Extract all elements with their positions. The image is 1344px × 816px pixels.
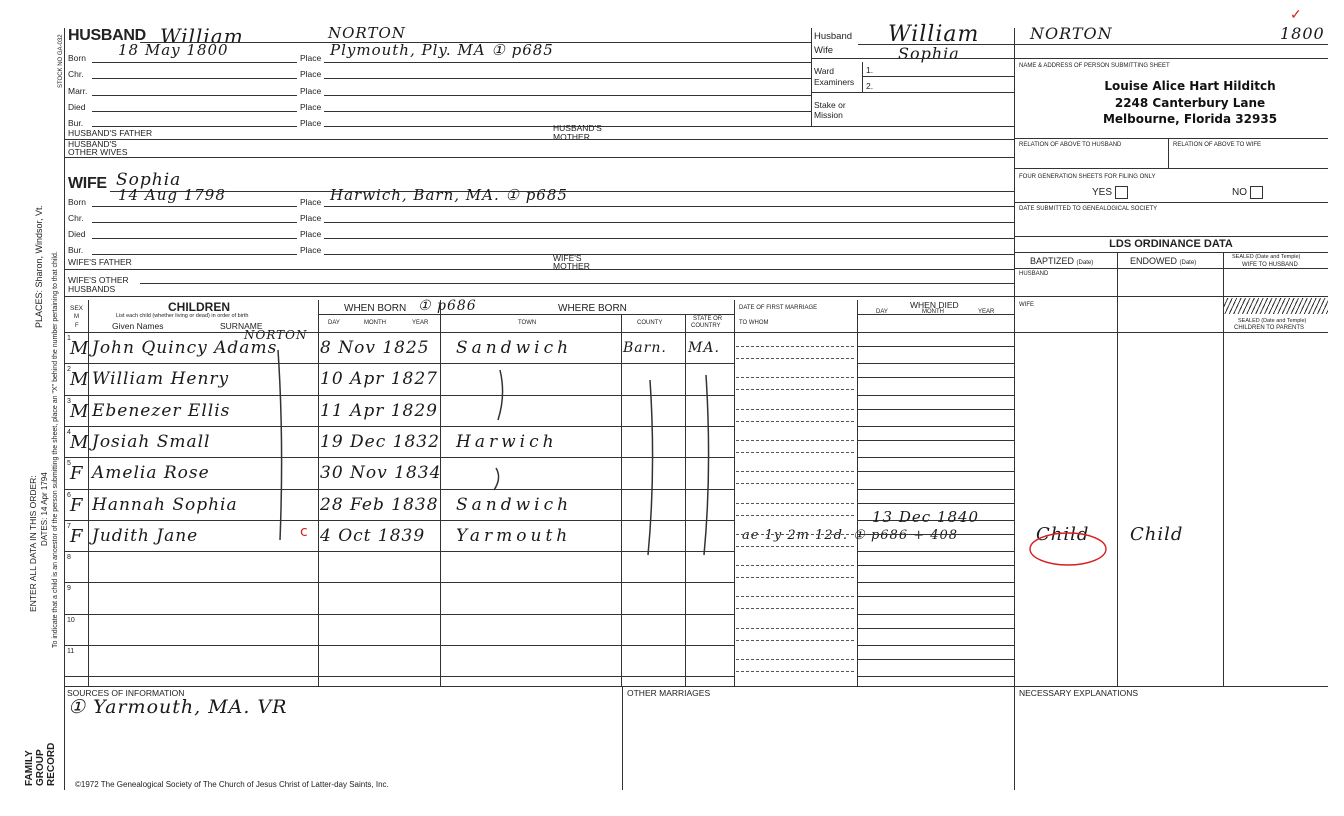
child-number: 5 [67,460,71,468]
wife-given-name: Sophia [116,170,182,190]
husband-heading: HUSBAND [68,27,146,44]
born-year-label: YEAR [412,320,429,326]
husband-born-label: Born [68,53,86,63]
surname-label: SURNAME [220,321,263,331]
child-name: John Quincy Adams [92,338,278,358]
wife-bur-label: Bur. [68,245,84,255]
child-number: 6 [67,491,71,499]
sources-label: SOURCES OF INFORMATION [67,688,185,698]
sealed-child-1: SEALED (Date and Temple) [1238,318,1307,324]
sex-m-label: M [74,314,79,320]
husband-mother-label-2: MOTHER [553,132,590,142]
born-month-label: MONTH [364,320,386,326]
relation-wife-label: RELATION OF ABOVE TO WIFE [1173,142,1262,148]
child-number: 2 [67,366,71,374]
yes-label: YES [1092,187,1113,199]
to-whom-label: TO WHOM [739,320,769,326]
endowed-date-note: (Date) [1179,260,1197,266]
red-check-mark: ✓ [1290,6,1302,22]
child-death-date: 13 Dec 1840 [872,507,980,526]
child-baptized: Child [1036,523,1090,545]
when-born-label: WHEN BORN [344,303,407,314]
examiner-2: 2. [866,81,874,91]
husband-other-wives-label-2: OTHER WIVES [68,147,128,157]
child-number: 8 [67,554,71,562]
town-label: TOWN [518,320,537,326]
first-marriage-label: DATE OF FIRST MARRIAGE [739,305,818,311]
wife-died-place-label: Place [300,229,322,239]
child-name: Josiah Small [92,431,211,452]
wife-born-date: 14 Aug 1798 [118,186,226,204]
child-number: 4 [67,428,71,436]
lds-ordinance-heading: LDS ORDINANCE DATA [1109,238,1233,250]
when-died-label: WHEN DIED [910,300,959,310]
child-number: 11 [67,648,75,655]
husband-marr-label: Marr. [68,86,88,96]
child-number: 9 [67,585,71,593]
child-birth-date: 10 Apr 1827 [320,369,438,390]
husband-born-date: 18 May 1800 [118,41,229,59]
baptized-label: BAPTIZED [1030,256,1075,266]
child-birth-date: 8 Nov 1825 [320,338,430,358]
child-birth-town: Sandwich [456,494,573,515]
husband-bur-label: Bur. [68,118,84,128]
header-year: 1800 [1280,24,1325,43]
header-wife-given: Sophia [898,44,960,63]
child-name: Hannah Sophia [92,494,238,515]
child-sex: M [70,400,90,422]
side-places: PLACES: Sharon, Windsor, Vt. [34,204,44,328]
husband-surname: NORTON [328,24,406,42]
wife-chr-label: Chr. [68,213,84,223]
died-month-label: MONTH [922,309,944,315]
child-sex: F [70,463,84,485]
wife-born-place-label: Place [300,197,322,207]
child-birth-town: Sandwich [456,338,573,358]
child-endowed: Child [1130,523,1184,545]
died-day-label: DAY [876,309,888,315]
wife-bur-place-label: Place [300,245,322,255]
husband-chr-place-label: Place [300,69,322,79]
husband-marr-place-label: Place [300,86,322,96]
husband-father-label: HUSBAND'S FATHER [68,128,153,138]
husband-chr-label: Chr. [68,69,84,79]
endowed-label: ENDOWED [1130,256,1177,266]
child-name: Ebenezer Ellis [92,400,231,421]
husband-born-place-label: Place [300,53,322,63]
side-order-line2: DATES: 14 Apr 1794 [40,472,49,546]
husband-died-place-label: Place [300,102,322,112]
child-sex: M [70,338,90,359]
child-birth-county: Barn. [623,340,667,356]
submitter-city: Melbourne, Florida 32935 [1102,112,1278,126]
child-birth-date: 30 Nov 1834 [320,463,442,484]
necessary-explanations-label: NECESSARY EXPLANATIONS [1019,688,1139,698]
state-label-1: STATE OR [693,316,723,322]
examiners-label: Examiners [814,77,855,87]
child-red-mark: c [300,523,308,540]
wife-died-label: Died [68,229,86,239]
relation-husband-label: RELATION OF ABOVE TO HUSBAND [1019,142,1122,148]
child-birth-date: 19 Dec 1832 [320,431,440,452]
baptized-date-note: (Date) [1076,260,1094,266]
child-name: William Henry [92,369,230,390]
stock-number: STOCK NO GA-032 [58,34,64,88]
sealed-wife-1: SEALED (Date and Temple) [1232,254,1301,260]
child-death-note: ae 1y 2m 12d. ① p686 + 408 [742,527,959,543]
children-subheading: List each child (whether living or dead) in order of birth [116,313,249,319]
form-title: FAMILY GROUP RECORD [24,742,57,786]
state-label-2: COUNTRY [691,323,721,329]
side-instruction-text: To indicate that a child is an ancestor of the person submitting the sheet, place an "X" behind the number pertaining to that child. [52,251,59,648]
wife-mother-label-2: MOTHER [553,261,590,271]
wife-born-place: Harwich, Barn, MA. ① p685 [330,186,568,204]
where-born-label: WHERE BORN [558,303,627,314]
header-husband-surname: NORTON [1030,24,1113,43]
child-birth-date: 4 Oct 1839 [320,525,426,546]
children-surname-note: NORTON [244,328,308,342]
red-circle [1030,533,1106,565]
child-sex: M [70,369,90,391]
child-number: 3 [67,397,71,405]
born-day-label: DAY [328,320,340,326]
given-names-label: Given Names [112,321,164,331]
child-birth-state: MA. [688,340,720,356]
when-born-note: ① p686 [418,298,477,314]
child-birth-town: Yarmouth [456,525,572,546]
stake-label-2: Mission [814,110,843,120]
child-birth-date: 28 Feb 1838 [320,494,439,515]
header-husband-label: Husband [814,31,853,42]
wife-mother-label-1: WIFE'S [553,253,582,263]
child-number: 10 [67,616,75,624]
four-gen-label: FOUR GENERATION SHEETS FOR FILING ONLY [1019,174,1156,180]
other-marriages-label: OTHER MARRIAGES [627,688,711,698]
husband-bur-place-label: Place [300,118,322,128]
wife-other-husbands-label-2: HUSBANDS [68,284,116,294]
name-address-label: NAME & ADDRESS OF PERSON SUBMITTING SHEET [1019,63,1170,69]
side-order-line1: ENTER ALL DATA IN THIS ORDER: [28,475,38,612]
died-year-label: YEAR [978,309,995,315]
child-name: Judith Jane [92,525,199,546]
children-heading: CHILDREN [168,300,230,314]
ward-label: Ward [814,66,834,76]
child-birth-date: 11 Apr 1829 [320,400,438,421]
header-husband-given: William [888,22,980,47]
stake-label-1: Stake or [814,100,846,110]
date-submitted-label: DATE SUBMITTED TO GENEALOGICAL SOCIETY [1019,206,1158,212]
wife-chr-place-label: Place [300,213,322,223]
husband-died-label: Died [68,102,86,112]
sources-text: ① Yarmouth, MA. VR [68,696,288,718]
child-sex: M [70,431,90,453]
header-wife-label: Wife [814,45,833,56]
wife-father-label: WIFE'S FATHER [68,257,132,267]
child-number: 1 [67,335,71,342]
ord-wife-label: WIFE [1019,302,1034,308]
sex-label: SEX [70,305,84,312]
child-birth-town: Harwich [456,431,558,452]
sex-f-label: F [75,323,79,329]
ord-husband-label: HUSBAND [1019,271,1049,277]
child-name: Amelia Rose [92,463,210,484]
wife-other-husbands-label-1: WIFE'S OTHER [68,275,129,285]
submitter-name: Louise Alice Hart Hilditch [1104,79,1276,93]
child-sex: F [70,494,84,516]
submitter-street: 2248 Canterbury Lane [1114,96,1266,110]
husband-mother-label-1: HUSBAND'S [553,123,602,133]
copyright: ©1972 The Genealogical Society of The Church of Jesus Christ of Latter-day Saints, Inc. [75,780,389,789]
sealed-child-2: CHILDREN TO PARENTS [1234,325,1305,331]
husband-other-wives-label-1: HUSBAND'S [68,139,117,149]
husband-given-name: William [160,24,244,48]
no-label: NO [1232,187,1247,199]
county-label: COUNTY [637,320,663,326]
examiner-1: 1. [866,65,874,75]
child-sex: F [70,525,84,547]
sealed-wife-2: WIFE TO HUSBAND [1242,262,1298,268]
wife-heading: WIFE [68,175,107,192]
child-number: 7 [67,522,71,530]
wife-born-label: Born [68,197,86,207]
husband-born-place: Plymouth, Ply. MA ① p685 [330,41,554,59]
